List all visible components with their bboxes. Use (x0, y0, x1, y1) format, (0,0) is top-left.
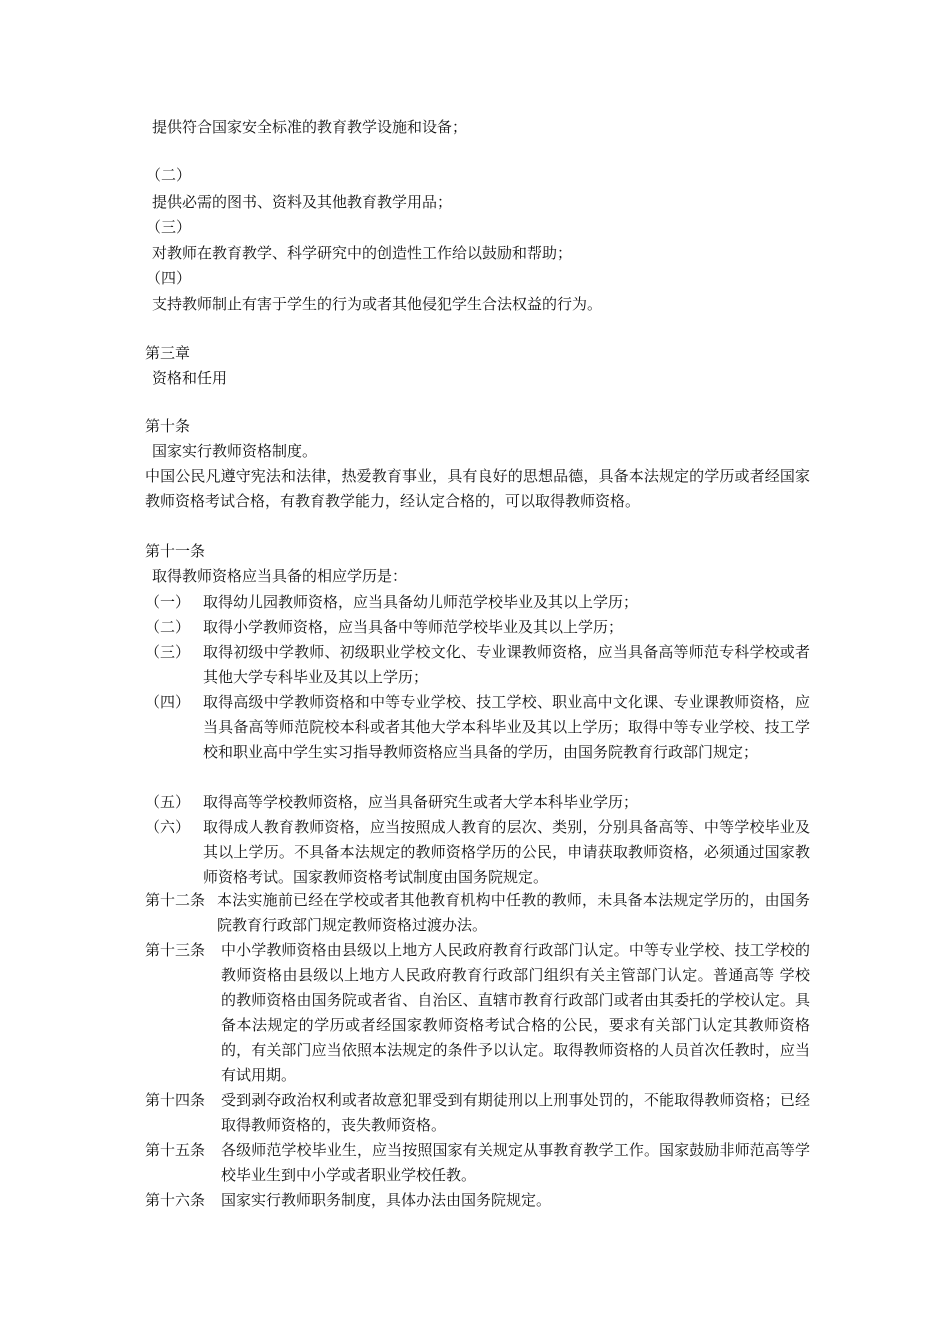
item-text: 取得幼儿园教师资格，应当具备幼儿师范学校毕业及其以上学历； (203, 593, 639, 611)
item-label: （一） (145, 593, 191, 611)
article-16 (145, 1188, 810, 1213)
article-label: 第十六条 (145, 1191, 206, 1209)
article-11-number: 第十一条 (145, 542, 206, 560)
item-label: （三） (145, 643, 191, 661)
article-12 (145, 888, 810, 938)
chapter-number: 第三章 (145, 344, 191, 362)
article-11-item-6 (145, 815, 810, 890)
article-text: 中小学教师资格由县级以上地方人民政府教育行政部门认定。中等专业学校、技工学校的教师资格由县级以上地方人民政府教育行政部门组织有关主管部门认定。普通高等 学校的教师资格由国务院或者省、自治区、直辖市教育行政部门或者由其委托的学校认定。具备本法规定的学历或者经国家教师资格考试合格的公民，要求有关部门认定其教师资格的，有关部门应当依照本法规定的条件予以认定。取得教师资格的人员首次任教时，应当有试用期。 (221, 941, 810, 1084)
item-label: （四） (145, 693, 191, 711)
article-11-item-3 (145, 640, 810, 690)
item-text: 取得小学教师资格，应当具备中等师范学校毕业及其以上学历； (203, 618, 624, 636)
article-label: 第十三条 (145, 941, 206, 959)
clause-9-item-3: 对教师在教育教学、科学研究中的创造性工作给以鼓励和帮助； (152, 244, 573, 262)
article-text: 各级师范学校毕业生，应当按照国家有关规定从事教育教学工作。国家鼓励非师范高等学校毕业生到中小学或者职业学校任教。 (221, 1141, 810, 1184)
article-text: 国家实行教师职务制度，具体办法由国务院规定。 (221, 1191, 552, 1209)
item-label: （二） (145, 618, 191, 636)
article-11-intro: 取得教师资格应当具备的相应学历是： (152, 567, 408, 585)
article-15 (145, 1138, 810, 1188)
item-text: 取得成人教育教师资格，应当按照成人教育的层次、类别，分别具备高等、中等学校毕业及其以上学历。不具备本法规定的教师资格学历的公民，申请获取教师资格，必须通过国家教师资格考试。国家教师资格考试制度由国务院规定。 (203, 818, 810, 886)
item-text: 取得高等学校教师资格，应当具备研究生或者大学本科毕业学历； (203, 793, 639, 811)
article-text: 本法实施前已经在学校或者其他教育机构中任教的教师，未具备本法规定学历的，由国务院教育行政部门规定教师资格过渡办法。 (217, 891, 810, 934)
article-11-item-5 (145, 790, 810, 815)
clause-9-item-2: 提供必需的图书、资料及其他教育教学用品； (152, 193, 453, 211)
article-label: 第十五条 (145, 1141, 206, 1159)
item-label: （五） (145, 793, 191, 811)
article-14 (145, 1088, 810, 1138)
clause-9-item-1: 提供符合国家安全标准的教育教学设施和设备； (152, 118, 468, 136)
article-11-item-1 (145, 590, 810, 615)
item-text: 取得高级中学教师资格和中等专业学校、技工学校、职业高中文化课、专业课教师资格，应当具备高等师范院校本科或者其他大学本科毕业及其以上学历；取得中等专业学校、技工学校和职业高中学生实习指导教师资格应当具备的学历，由国务院教育行政部门规定； (203, 693, 810, 761)
chapter-title: 资格和任用 (152, 369, 228, 387)
article-label: 第十二条 (145, 891, 206, 909)
article-10-paragraph-2: 中国公民凡遵守宪法和法律，热爱教育事业，具有良好的思想品德，具备本法规定的学历或者经国家教师资格考试合格，有教育教学能力，经认定合格的，可以取得教师资格。 (145, 467, 810, 510)
article-11-item-2 (145, 615, 810, 640)
article-10-paragraph-1: 国家实行教师资格制度。 (152, 442, 318, 460)
item-text: 取得初级中学教师、初级职业学校文化、专业课教师资格，应当具备高等师范专科学校或者其他大学专科毕业及其以上学历； (203, 643, 810, 686)
clause-9-num-3: （三） (146, 218, 192, 236)
article-11-item-4 (145, 690, 810, 765)
article-13 (145, 938, 810, 1088)
article-label: 第十四条 (145, 1091, 206, 1109)
article-text: 受到剥夺政治权利或者故意犯罪受到有期徒刑以上刑事处罚的，不能取得教师资格；已经取得教师资格的，丧失教师资格。 (221, 1091, 810, 1134)
item-label: （六） (145, 818, 191, 836)
clause-9-num-4: （四） (146, 269, 192, 287)
article-10-number: 第十条 (145, 417, 191, 435)
clause-9-num-2: （二） (146, 166, 192, 184)
clause-9-item-4: 支持教师制止有害于学生的行为或者其他侵犯学生合法权益的行为。 (152, 295, 603, 313)
